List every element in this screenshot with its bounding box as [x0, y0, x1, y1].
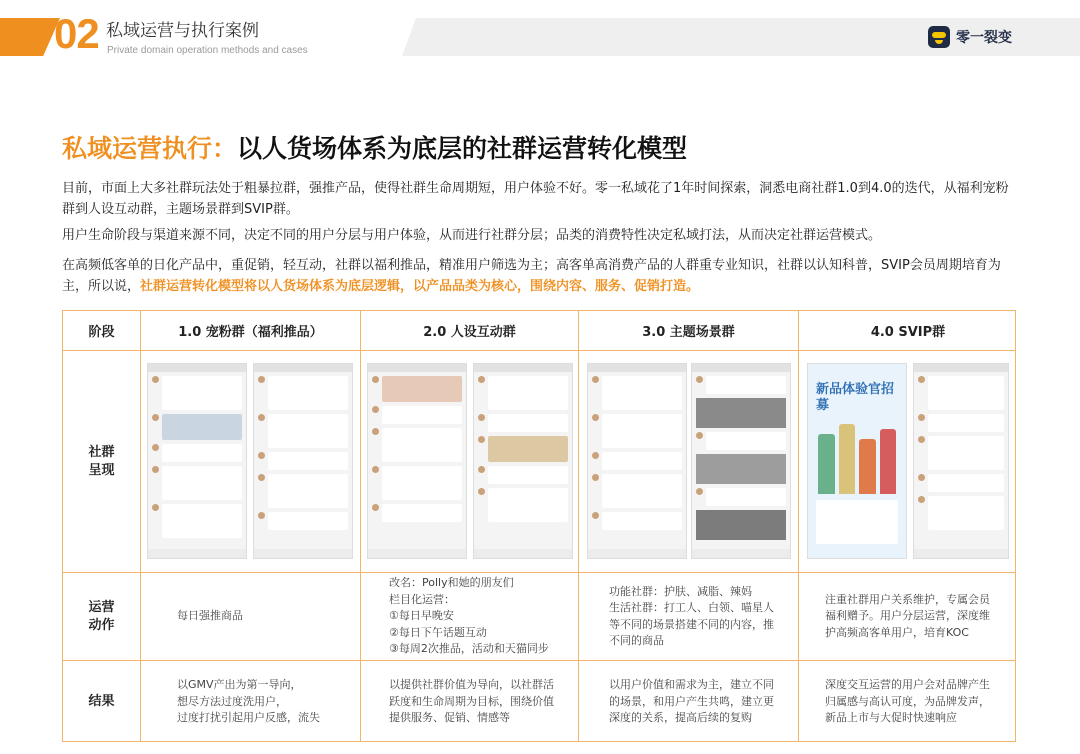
header-accent-shape	[0, 18, 60, 56]
table-header-stage: 阶段	[88, 325, 115, 340]
stage-4-recruitment-poster	[807, 363, 907, 559]
headline-accent: 私域运营执行：	[62, 134, 238, 163]
table-divider	[63, 350, 1015, 351]
action-stage-3: 功能社群：护肤、减脂、辣妈 生活社群：打工人、白领、喵星人 等不同的场景搭建不同的内容，推不同的商品	[609, 584, 774, 647]
paragraph-3-highlight: 社群运营转化模型将以人货场体系为底层逻辑，以产品品类为核心，围绕内容、服务、促销打造。	[140, 279, 700, 294]
row-label-actions: 运营 动作	[88, 599, 115, 633]
community-model-table	[62, 310, 1016, 742]
stage-3-chat-screenshot-b	[691, 363, 791, 559]
poster-title: 新品体验官招募	[816, 382, 895, 413]
brand	[928, 26, 1012, 48]
result-stage-4: 深度交互运营的用户会对品牌产生归属感与高认可度，为品牌发声，新品上市与大促时快速响应	[825, 678, 990, 725]
action-stage-2: 改名：Polly和她的朋友们 栏目化运营： ①每日早晚安 ②每日下午话题互动 ③每周2次推品，活动和天猫同步	[389, 576, 549, 656]
brand-name: 零一裂变	[956, 30, 1012, 46]
table-divider	[578, 311, 579, 741]
section-number: 02	[54, 10, 99, 57]
row-label-display: 社群 呈现	[88, 444, 115, 478]
paragraph-3	[62, 255, 1012, 297]
page-headline	[62, 132, 687, 166]
table-header-2: 2.0 人设互动群	[423, 325, 516, 340]
action-stage-1: 每日强推商品	[177, 609, 243, 623]
stage-1-chat-screenshot-a	[147, 363, 247, 559]
section-subtitle: Private domain operation methods and cases	[107, 45, 308, 56]
table-divider	[140, 311, 141, 741]
action-stage-4: 注重社群用户关系维护，专属会员福利赠予。用户分层运营，深度维护高频高客单用户，培育KOC	[825, 592, 990, 639]
row-label-results: 结果	[88, 694, 115, 709]
headline-rest: 以人货场体系为底层的社群运营转化模型	[237, 134, 688, 163]
stage-4-chat-screenshot	[913, 363, 1009, 559]
stage-1-chat-screenshot-b	[253, 363, 353, 559]
table-header-3: 3.0 主题场景群	[642, 325, 735, 340]
result-stage-2: 以提供社群价值为导向，以社群活跃度和生命周期为目标，围绕价值提供服务、促销、情感等	[389, 678, 554, 725]
section-title: 私域运营与执行案例	[106, 21, 259, 41]
table-divider	[798, 311, 799, 741]
paragraph-2: 用户生命阶段与渠道来源不同，决定不同的用户分层与用户体验，从而进行社群分层；品类的消费特性决定私域打法，从而决定社群运营模式。	[62, 228, 882, 243]
result-stage-3: 以用户价值和需求为主，建立不同的场景，和用户产生共鸣，建立更深度的关系，提高后续的复购	[609, 678, 774, 725]
brand-logo-icon	[928, 26, 950, 48]
paragraph-1: 目前，市面上大多社群玩法处于粗暴拉群，强推产品，使得社群生命周期短，用户体验不好。零一私域花了1年时间探索，洞悉电商社群1.0到4.0的迭代，从福利宠粉群到人设互动群，主题场景群到SVIP群。	[62, 181, 1009, 217]
table-header-1: 1.0 宠粉群（福利推品）	[178, 325, 323, 340]
stage-3-chat-screenshot-a	[587, 363, 687, 559]
table-header-4: 4.0 SVIP群	[870, 325, 946, 340]
result-stage-1: 以GMV产出为第一导向， 想尽方法过度洗用户， 过度打扰引起用户反感，流失	[177, 678, 320, 725]
paragraph-3-text: 在高频低客单的日化产品中，重促销，轻互动，社群以福利推品，精准用户筛选为主；高客单高消费产品的人群重专业知识，社群以认知科普，SVIP会员周期培育为主，所以说，	[62, 258, 1001, 294]
table-divider	[360, 311, 361, 741]
poster-product-image	[808, 414, 906, 494]
stage-2-chat-screenshot-b	[473, 363, 573, 559]
stage-2-chat-screenshot-a	[367, 363, 467, 559]
